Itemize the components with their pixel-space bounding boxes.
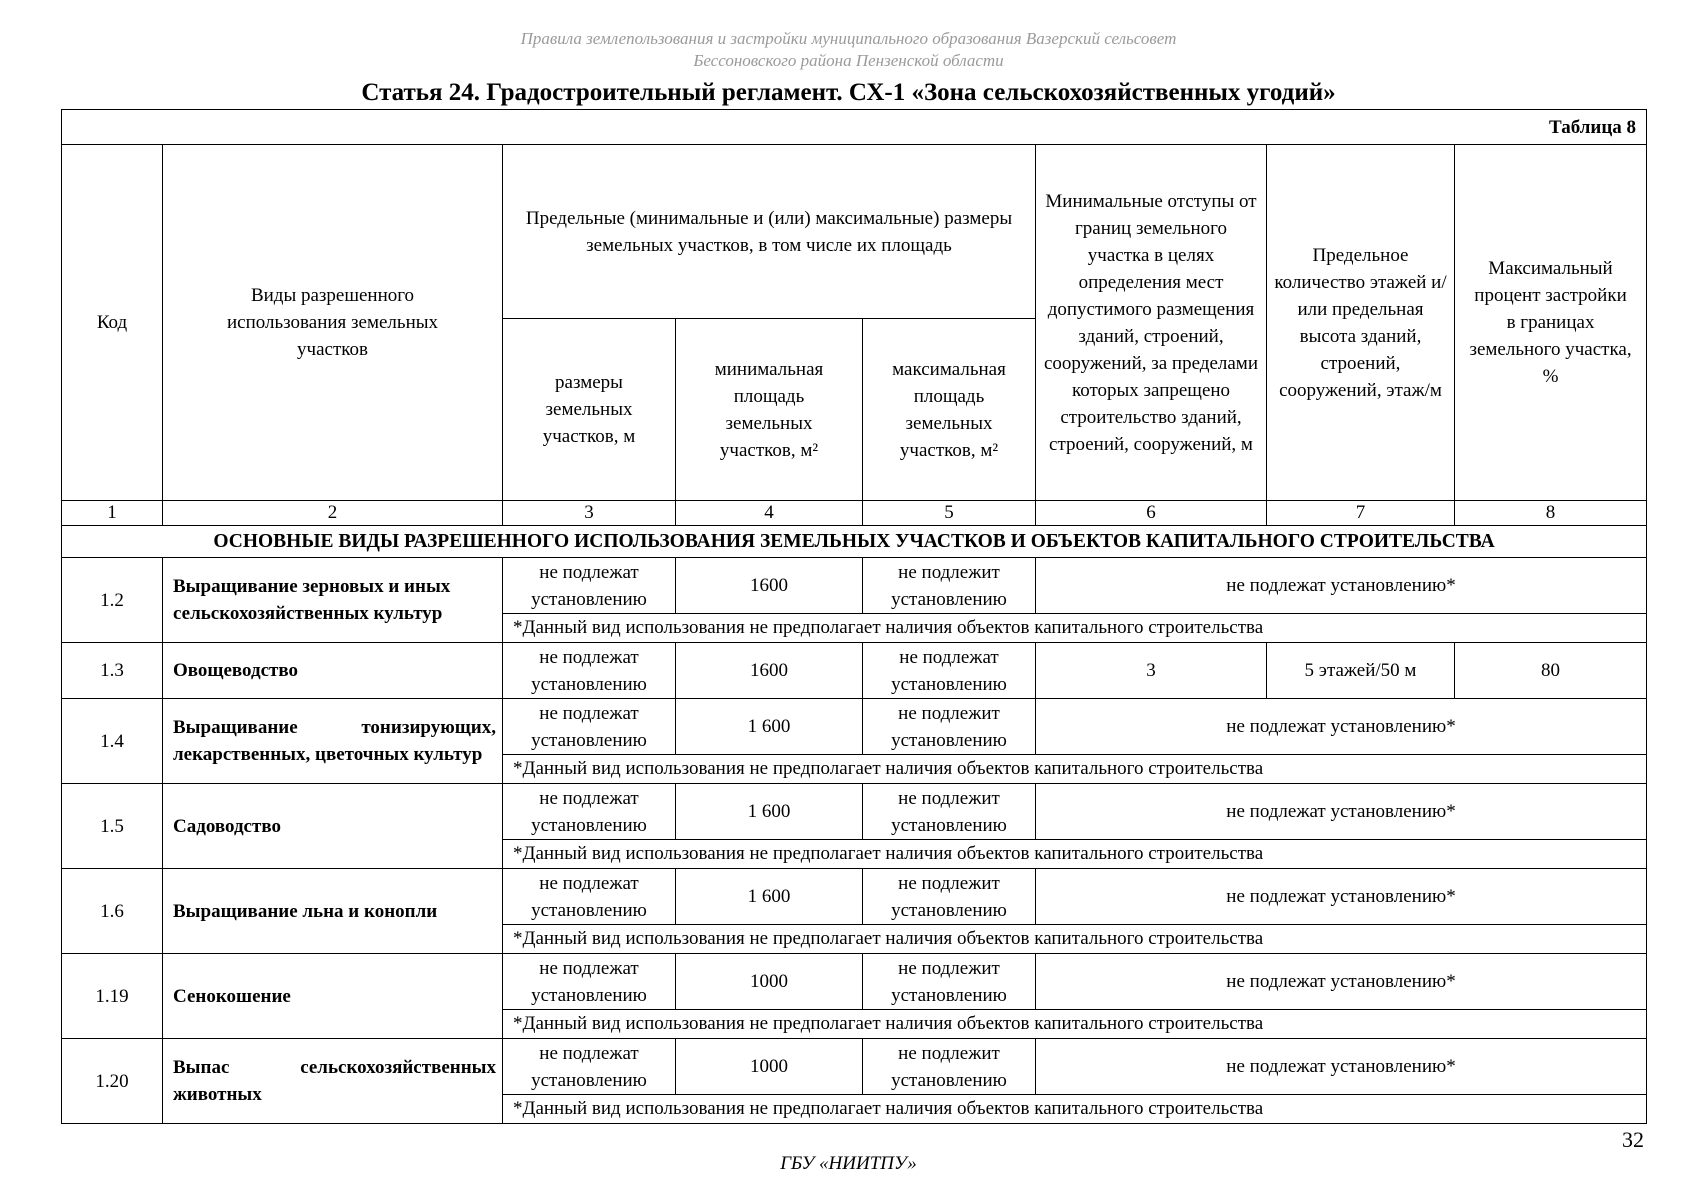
row-code: 1.3: [62, 643, 163, 699]
table-caption: Таблица 8: [62, 110, 1647, 145]
row-note: *Данный вид использования не предполагает наличия объектов капитального строительства: [503, 840, 1647, 869]
header-min-area: минимальная площадь земельных участков, м²: [676, 319, 863, 501]
row-sizes: не подлежат установлению: [503, 1039, 676, 1095]
row-name: Садоводство: [163, 784, 503, 869]
row-name: Выращивание тонизирующих, лекарственных, цветочных культур: [163, 699, 503, 784]
row-min-area: 1000: [676, 1039, 863, 1095]
header-coverage: Максимальный процент застройки в границах земельного участка, %: [1455, 145, 1647, 501]
table-row: [62, 558, 1647, 614]
row-min-area: 1600: [676, 643, 863, 699]
row-sizes: не подлежат установлению: [503, 699, 676, 755]
header-use-types: Виды разрешенного использования земельных участков: [163, 145, 503, 501]
row-merged-value: не подлежат установлению*: [1036, 699, 1647, 755]
row-merged-value: не подлежат установлению*: [1036, 954, 1647, 1010]
column-number: 3: [503, 501, 676, 526]
row-note: *Данный вид использования не предполагает наличия объектов капитального строительства: [503, 755, 1647, 784]
row-max-area: не подлежит установлению: [863, 1039, 1036, 1095]
row-min-area: 1 600: [676, 784, 863, 840]
header-limit-sizes: Предельные (минимальные и (или) максимальные) размеры земельных участков, в том числе их площадь: [503, 145, 1036, 319]
column-number: 5: [863, 501, 1036, 526]
row-code: 1.2: [62, 558, 163, 643]
table-row: [62, 643, 1647, 699]
column-number: 6: [1036, 501, 1267, 526]
row-setback: 3: [1036, 643, 1267, 699]
row-min-area: 1 600: [676, 869, 863, 925]
row-merged-value: не подлежат установлению*: [1036, 1039, 1647, 1095]
row-code: 1.6: [62, 869, 163, 954]
column-number: 7: [1267, 501, 1455, 526]
row-sizes: не подлежат установлению: [503, 784, 676, 840]
row-floors: 5 этажей/50 м: [1267, 643, 1455, 699]
row-sizes: не подлежат установлению: [503, 643, 676, 699]
row-min-area: 1 600: [676, 699, 863, 755]
footer-organization: ГБУ «НИИТПУ»: [780, 1153, 917, 1174]
row-coverage: 80: [1455, 643, 1647, 699]
row-merged-value: не подлежат установлению*: [1036, 784, 1647, 840]
table-row: [62, 1039, 1647, 1095]
row-min-area: 1600: [676, 558, 863, 614]
row-max-area: не подлежит установлению: [863, 699, 1036, 755]
running-header-line1: Правила землепользования и застройки муниципального образования Вазерский сельсовет: [520, 29, 1177, 48]
row-name: Выпас сельскохозяйственных животных: [163, 1039, 503, 1124]
row-note: *Данный вид использования не предполагает наличия объектов капитального строительства: [503, 1010, 1647, 1039]
page-title: Статья 24. Градостроительный регламент. СХ-1 «Зона сельскохозяйственных угодий»: [361, 79, 1336, 106]
row-note: *Данный вид использования не предполагает наличия объектов капитального строительства: [503, 1095, 1647, 1124]
row-note: *Данный вид использования не предполагает наличия объектов капитального строительства: [503, 925, 1647, 954]
row-max-area: не подлежат установлению: [863, 643, 1036, 699]
page-number: 32: [1622, 1127, 1644, 1152]
regulation-table: [61, 109, 1647, 1124]
row-name: Сенокошение: [163, 954, 503, 1039]
row-code: 1.20: [62, 1039, 163, 1124]
row-code: 1.5: [62, 784, 163, 869]
table-row: [62, 699, 1647, 755]
row-name: Выращивание зерновых и иных сельскохозяйственных культур: [163, 558, 503, 643]
row-sizes: не подлежат установлению: [503, 869, 676, 925]
row-name: Овощеводство: [163, 643, 503, 699]
row-max-area: не подлежит установлению: [863, 784, 1036, 840]
row-max-area: не подлежит установлению: [863, 558, 1036, 614]
header-setbacks: Минимальные отступы от границ земельного участка в целях определения мест допустимого размещения зданий, строений, сооружений, за пределами которых запрещено строительство зданий, строений, сооружений, м: [1036, 145, 1267, 501]
table-row: [62, 954, 1647, 1010]
row-max-area: не подлежит установлению: [863, 869, 1036, 925]
row-merged-value: не подлежат установлению*: [1036, 558, 1647, 614]
table-row: [62, 784, 1647, 840]
row-max-area: не подлежит установлению: [863, 954, 1036, 1010]
row-sizes: не подлежат установлению: [503, 558, 676, 614]
header-max-area: максимальная площадь земельных участков, м²: [863, 319, 1036, 501]
table-row: [62, 869, 1647, 925]
running-header: [0, 28, 1697, 72]
header-floors: Предельное количество этажей и/или предельная высота зданий, строений, сооружений, этаж/м: [1267, 145, 1455, 501]
row-code: 1.4: [62, 699, 163, 784]
column-number: 4: [676, 501, 863, 526]
header-sizes: размеры земельных участков, м: [503, 319, 676, 501]
column-number: 2: [163, 501, 503, 526]
column-number: 1: [62, 501, 163, 526]
column-number: 8: [1455, 501, 1647, 526]
section-title: ОСНОВНЫЕ ВИДЫ РАЗРЕШЕННОГО ИСПОЛЬЗОВАНИЯ ЗЕМЕЛЬНЫХ УЧАСТКОВ И ОБЪЕКТОВ КАПИТАЛЬНОГО СТРОИТЕЛЬСТВА: [62, 526, 1647, 558]
header-code: Код: [62, 145, 163, 501]
row-name: Выращивание льна и конопли: [163, 869, 503, 954]
row-min-area: 1000: [676, 954, 863, 1010]
row-merged-value: не подлежат установлению*: [1036, 869, 1647, 925]
running-header-line2: Бессоновского района Пензенской области: [693, 51, 1004, 70]
row-code: 1.19: [62, 954, 163, 1039]
row-note: *Данный вид использования не предполагает наличия объектов капитального строительства: [503, 614, 1647, 643]
row-sizes: не подлежат установлению: [503, 954, 676, 1010]
